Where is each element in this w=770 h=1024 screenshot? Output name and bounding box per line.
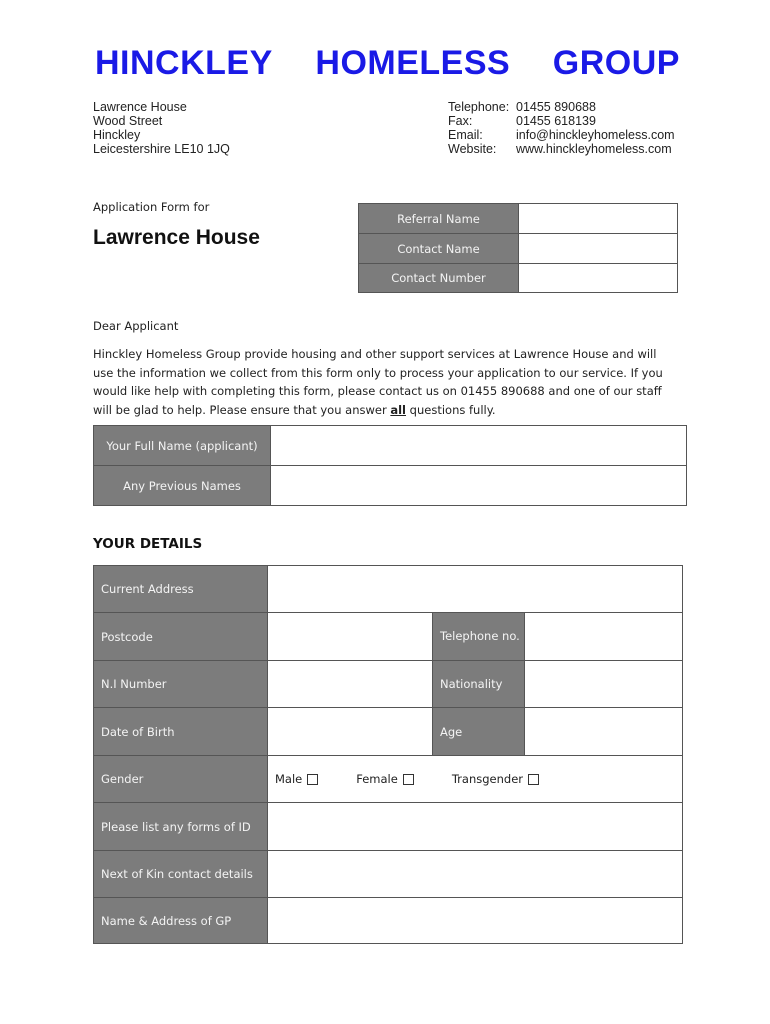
details-table [93,565,683,944]
previous-names-label: Any Previous Names [94,466,271,506]
ni-number-field[interactable] [268,661,433,708]
org-word: GROUP [552,44,680,82]
checkbox-icon[interactable] [307,774,318,785]
telephone-field[interactable] [525,613,683,661]
gender-male-label: Male [275,772,303,786]
full-name-field[interactable] [271,426,687,466]
contact-value: www.hinckleyhomeless.com [516,142,672,156]
contact-value: info@hinckleyhomeless.com [516,128,675,142]
age-field[interactable] [525,708,683,756]
postcode-label: Postcode [94,613,268,661]
intro-paragraph [93,345,673,419]
next-of-kin-field[interactable] [268,851,683,898]
age-label: Age [433,708,525,756]
page-title: Lawrence House [93,226,260,249]
referral-table [358,203,678,293]
contact-label: Website: [448,142,497,156]
organisation-name [95,44,680,83]
contact-value: 01455 618139 [516,114,596,128]
org-word: HOMELESS [315,44,511,82]
nationality-field[interactable] [525,661,683,708]
gender-transgender-label: Transgender [451,772,523,786]
contact-row [448,114,675,128]
referral-name-label: Referral Name [359,204,519,234]
gp-field[interactable] [268,898,683,944]
contact-name-field[interactable] [519,234,678,264]
referral-name-field[interactable] [519,204,678,234]
full-name-label: Your Full Name (applicant) [94,426,271,466]
gender-options [268,756,683,803]
postal-address [93,100,230,156]
contact-details [448,100,675,156]
address-line: Wood Street [93,114,163,128]
gp-label: Name & Address of GP [94,898,268,944]
contact-name-label: Contact Name [359,234,519,264]
ni-number-label: N.I Number [94,661,268,708]
forms-of-id-label: Please list any forms of ID [94,803,268,851]
intro-text: Hinckley Homeless Group provide housing and other support services at Lawrence House and will use the information we collect from this form only to process your application to our service. If you would like help with completing this form, please contact us on 01455 890688 and one of our staff will be glad to help. Please ensure that you answer [93,347,663,417]
checkbox-icon[interactable] [528,774,539,785]
dob-label: Date of Birth [94,708,268,756]
address-line: Lawrence House [93,100,187,114]
contact-row [448,128,675,142]
intro-emphasis: all [390,402,407,417]
forms-of-id-field[interactable] [268,803,683,851]
next-of-kin-label: Next of Kin contact details [94,851,268,898]
gender-option-transgender[interactable] [452,772,539,786]
gender-female-label: Female [356,772,398,786]
contact-label: Fax: [448,114,473,128]
contact-row [448,142,675,156]
intro-text-end: questions fully. [406,402,496,417]
gender-option-female[interactable] [356,772,414,786]
contact-number-field[interactable] [519,264,678,293]
contact-row [448,100,675,114]
current-address-field[interactable] [268,566,683,613]
names-table [93,425,687,506]
dob-field[interactable] [268,708,433,756]
application-for-label: Application Form for [93,200,210,214]
previous-names-field[interactable] [271,466,687,506]
telephone-label: Telephone no. [433,613,525,661]
address-line: Hinckley [93,128,141,142]
gender-option-male[interactable] [275,772,318,786]
checkbox-icon[interactable] [403,774,414,785]
current-address-label: Current Address [94,566,268,613]
postcode-field[interactable] [268,613,433,661]
greeting: Dear Applicant [93,319,179,333]
contact-value: 01455 890688 [516,100,596,114]
contact-label: Telephone: [448,100,510,114]
gender-label: Gender [94,756,268,803]
contact-number-label: Contact Number [359,264,519,293]
nationality-label: Nationality [433,661,525,708]
contact-label: Email: [448,128,483,142]
section-heading: YOUR DETAILS [93,536,203,552]
org-word: HINCKLEY [95,44,273,82]
address-line: Leicestershire LE10 1JQ [93,142,230,156]
